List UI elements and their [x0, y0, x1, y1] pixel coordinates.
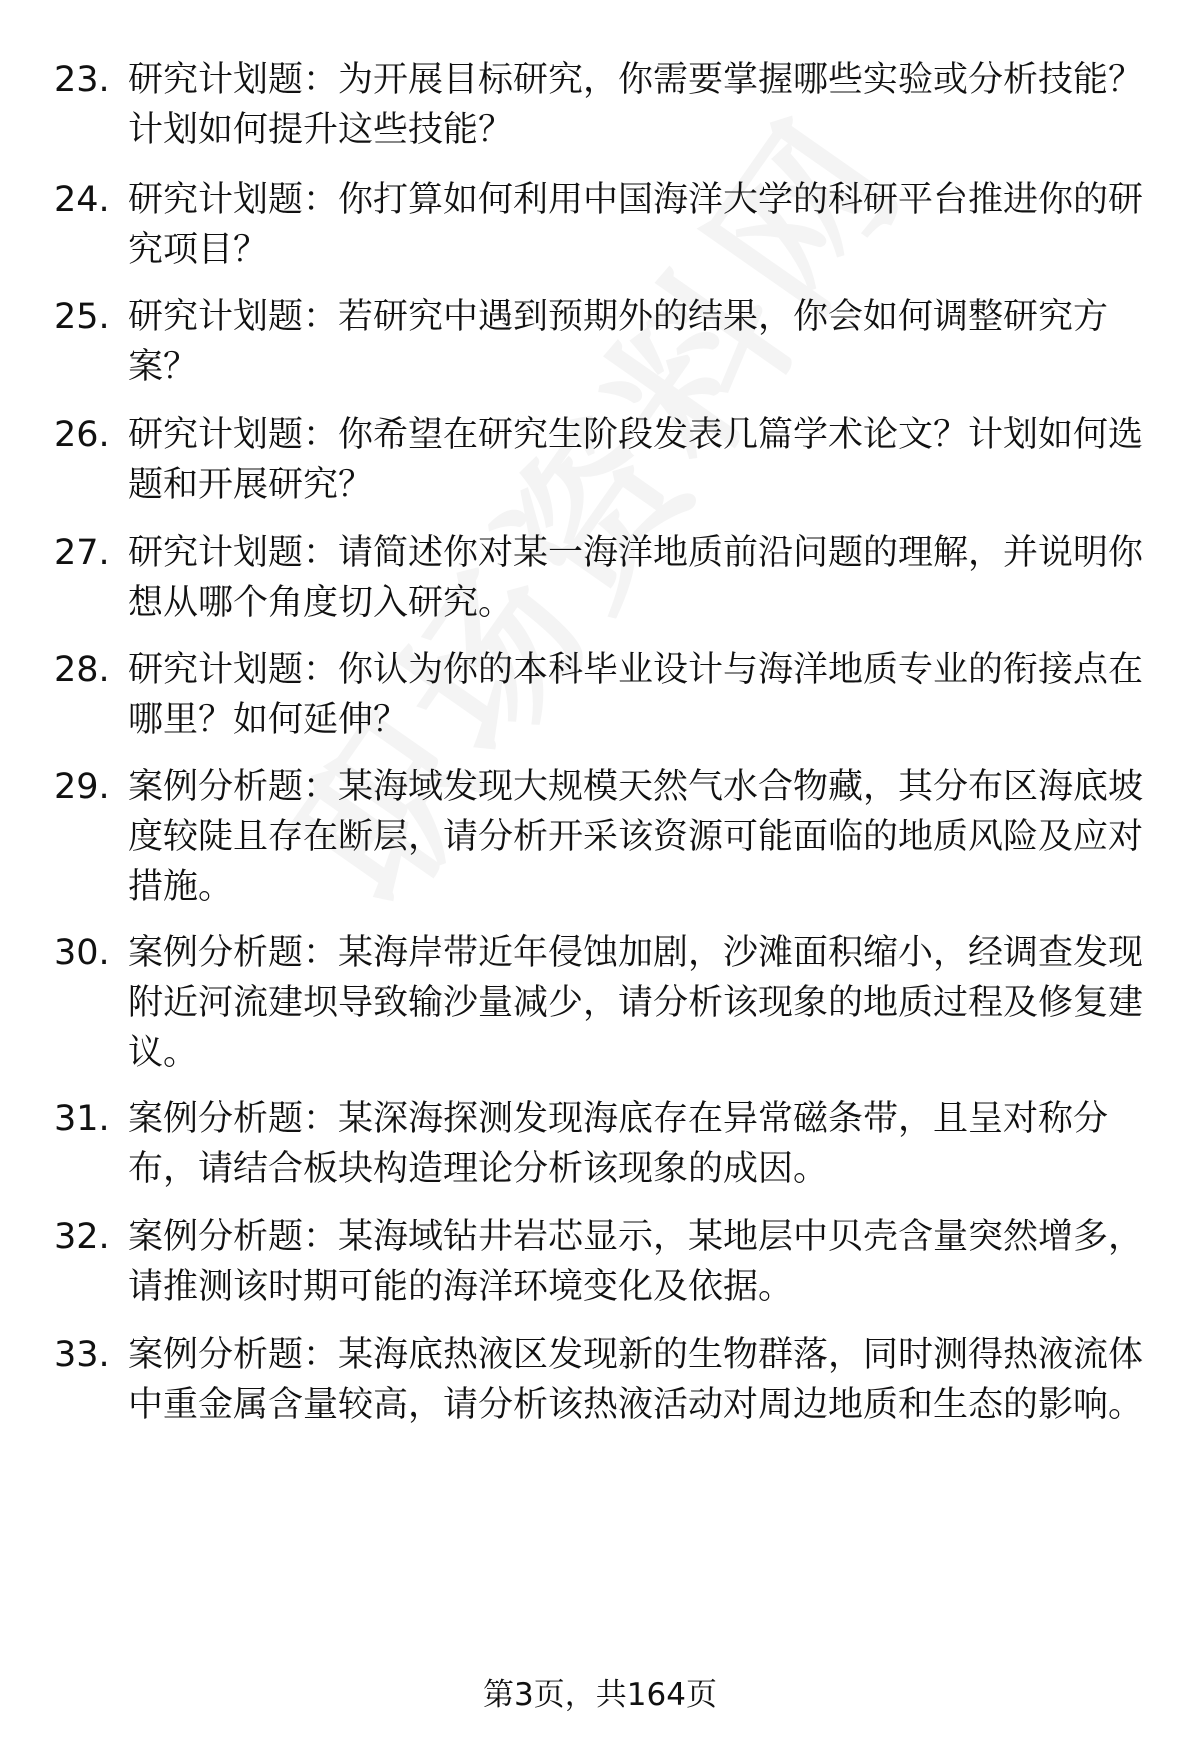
question-number: 33. — [54, 1335, 110, 1375]
question-item — [54, 1212, 1144, 1312]
question-text: 案例分析题：某海底热液区发现新的生物群落，同时测得热液流体中重金属含量较高，请分析该热液活动对周边地质和生态的影响。 — [128, 1335, 1144, 1425]
question-number: 25. — [54, 297, 110, 337]
question-item — [54, 928, 1144, 1078]
question-number: 27. — [54, 533, 110, 573]
question-number: 29. — [54, 767, 110, 807]
question-text: 研究计划题：你希望在研究生阶段发表几篇学术论文？计划如何选题和开展研究？ — [128, 415, 1144, 505]
question-item — [54, 55, 1144, 155]
question-item — [54, 410, 1144, 510]
question-number: 31. — [54, 1099, 110, 1139]
question-number: 24. — [54, 180, 110, 220]
question-text: 研究计划题：你认为你的本科毕业设计与海洋地质专业的衔接点在哪里？如何延伸？ — [128, 650, 1144, 740]
question-text: 案例分析题：某海域发现大规模天然气水合物藏，其分布区海底坡度较陡且存在断层，请分析开采该资源可能面临的地质风险及应对措施。 — [128, 767, 1144, 907]
question-number: 26. — [54, 415, 110, 455]
question-text: 研究计划题：请简述你对某一海洋地质前沿问题的理解，并说明你想从哪个角度切入研究。 — [128, 533, 1144, 623]
question-item — [54, 175, 1144, 275]
question-item — [54, 292, 1144, 392]
question-text: 研究计划题：你打算如何利用中国海洋大学的科研平台推进你的研究项目？ — [128, 180, 1144, 270]
question-text: 研究计划题：若研究中遇到预期外的结果，你会如何调整研究方案？ — [128, 297, 1109, 387]
question-number: 32. — [54, 1217, 110, 1257]
page-footer: 第3页，共164页 — [483, 1677, 717, 1713]
question-text: 案例分析题：某海域钻井岩芯显示，某地层中贝壳含量突然增多，请推测该时期可能的海洋环境变化及依据。 — [128, 1217, 1144, 1307]
question-text: 案例分析题：某深海探测发现海底存在异常磁条带，且呈对称分布，请结合板块构造理论分析该现象的成因。 — [128, 1099, 1109, 1189]
question-number: 23. — [54, 60, 110, 100]
question-item — [54, 645, 1144, 745]
question-number: 30. — [54, 933, 110, 973]
question-item — [54, 528, 1144, 628]
question-item — [54, 1094, 1144, 1194]
question-text: 研究计划题：为开展目标研究，你需要掌握哪些实验或分析技能？计划如何提升这些技能？ — [128, 60, 1144, 150]
question-text: 案例分析题：某海岸带近年侵蚀加剧，沙滩面积缩小，经调查发现附近河流建坝导致输沙量减少，请分析该现象的地质过程及修复建议。 — [128, 933, 1144, 1073]
question-number: 28. — [54, 650, 110, 690]
question-item — [54, 762, 1144, 912]
question-item — [54, 1330, 1144, 1430]
